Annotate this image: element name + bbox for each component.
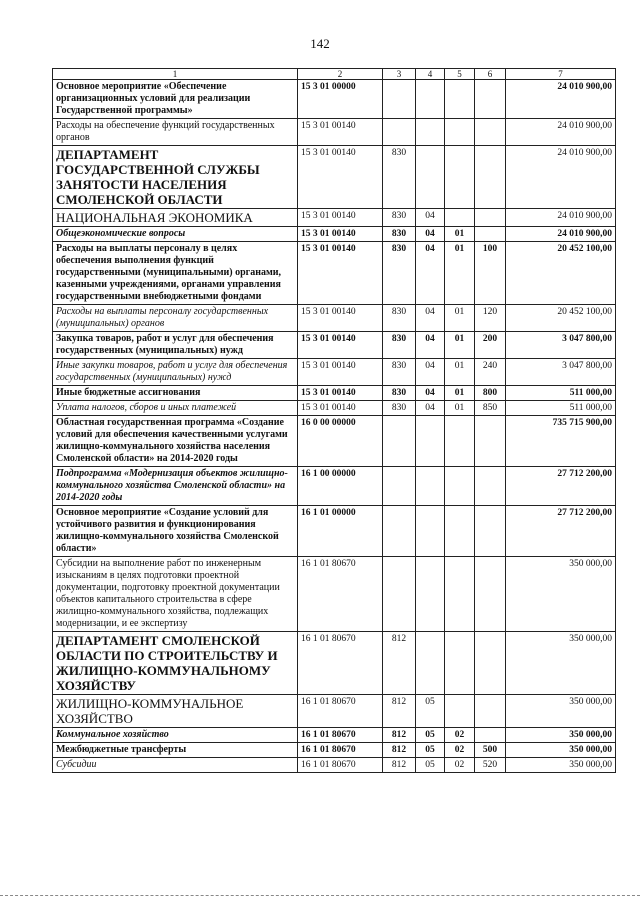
row-col5-cell [445, 467, 475, 506]
table-row [53, 146, 616, 209]
row-col4-cell: 04 [416, 359, 445, 386]
row-name-cell: Расходы на обеспечение функций государственных органов [53, 119, 298, 146]
row-code-cell: 15 3 01 00140 [298, 119, 383, 146]
row-name-cell: Подпрограмма «Модернизация объектов жилищно-коммунального хозяйства Смоленской области» на 2014-2020 годы [53, 467, 298, 506]
row-col6-cell: 520 [475, 758, 506, 773]
row-col5-cell: 01 [445, 242, 475, 305]
row-amount-cell: 27 712 200,00 [506, 506, 616, 557]
table-row [53, 119, 616, 146]
row-col6-cell [475, 557, 506, 632]
table-header-row [53, 69, 616, 80]
row-name-cell: Основное мероприятие «Создание условий для устойчивого развития и функционирования жилищно-коммунального хозяйства Смоленской области» [53, 506, 298, 557]
row-code-cell: 15 3 01 00140 [298, 209, 383, 227]
row-amount-cell: 24 010 900,00 [506, 119, 616, 146]
row-name-cell: Расходы на выплаты персоналу государственных (муниципальных) органов [53, 305, 298, 332]
table-row [53, 506, 616, 557]
row-col4-cell: 05 [416, 743, 445, 758]
row-code-cell: 15 3 01 00140 [298, 146, 383, 209]
row-col3-cell [383, 467, 416, 506]
row-code-cell: 15 3 01 00140 [298, 359, 383, 386]
row-col5-cell: 01 [445, 359, 475, 386]
row-col4-cell: 04 [416, 227, 445, 242]
row-col3-cell: 812 [383, 758, 416, 773]
row-col4-cell [416, 416, 445, 467]
row-amount-cell: 350 000,00 [506, 728, 616, 743]
row-code-cell: 16 1 01 80670 [298, 758, 383, 773]
table-row [53, 632, 616, 695]
row-amount-cell: 511 000,00 [506, 386, 616, 401]
row-col5-cell [445, 506, 475, 557]
table-row [53, 416, 616, 467]
row-name-cell: ЖИЛИЩНО-КОММУНАЛЬНОЕ ХОЗЯЙСТВО [53, 695, 298, 728]
row-col3-cell [383, 416, 416, 467]
row-col6-cell [475, 506, 506, 557]
row-col3-cell: 812 [383, 728, 416, 743]
row-col5-cell: 01 [445, 401, 475, 416]
row-amount-cell: 735 715 900,00 [506, 416, 616, 467]
row-name-cell: ДЕПАРТАМЕНТ СМОЛЕНСКОЙ ОБЛАСТИ ПО СТРОИТЕЛЬСТВУ И ЖИЛИЩНО-КОММУНАЛЬНОМУ ХОЗЯЙСТВУ [53, 632, 298, 695]
row-code-cell: 16 1 01 80670 [298, 557, 383, 632]
row-col6-cell [475, 728, 506, 743]
row-col3-cell: 812 [383, 632, 416, 695]
row-code-cell: 15 3 01 00140 [298, 401, 383, 416]
row-code-cell: 16 1 01 80670 [298, 728, 383, 743]
table-row [53, 386, 616, 401]
row-col5-cell: 01 [445, 305, 475, 332]
budget-table [52, 68, 616, 773]
row-col6-cell [475, 80, 506, 119]
header-col-6: 6 [475, 69, 506, 80]
row-name-cell: Коммунальное хозяйство [53, 728, 298, 743]
row-col5-cell: 02 [445, 758, 475, 773]
row-amount-cell: 350 000,00 [506, 695, 616, 728]
row-col6-cell: 500 [475, 743, 506, 758]
row-col6-cell: 800 [475, 386, 506, 401]
row-name-cell: Закупка товаров, работ и услуг для обеспечения государственных (муниципальных) нужд [53, 332, 298, 359]
table-row [53, 467, 616, 506]
page-number: 142 [310, 36, 330, 51]
row-col3-cell: 812 [383, 695, 416, 728]
row-col4-cell: 05 [416, 758, 445, 773]
row-amount-cell: 350 000,00 [506, 758, 616, 773]
row-col6-cell [475, 119, 506, 146]
row-col6-cell [475, 146, 506, 209]
table-row [53, 728, 616, 743]
row-col3-cell: 830 [383, 401, 416, 416]
row-name-cell: Основное мероприятие «Обеспечение организационных условий для реализации Государственной программы» [53, 80, 298, 119]
row-code-cell: 16 1 01 80670 [298, 695, 383, 728]
row-col4-cell [416, 80, 445, 119]
row-col3-cell [383, 80, 416, 119]
table-row [53, 227, 616, 242]
row-code-cell: 16 1 00 00000 [298, 467, 383, 506]
row-name-cell: НАЦИОНАЛЬНАЯ ЭКОНОМИКА [53, 209, 298, 227]
row-col4-cell [416, 467, 445, 506]
row-code-cell: 15 3 01 00140 [298, 386, 383, 401]
row-col6-cell [475, 695, 506, 728]
row-col4-cell: 05 [416, 695, 445, 728]
row-name-cell: Уплата налогов, сборов и иных платежей [53, 401, 298, 416]
row-col3-cell: 830 [383, 305, 416, 332]
row-name-cell: Иные бюджетные ассигнования [53, 386, 298, 401]
row-name-cell: Межбюджетные трансферты [53, 743, 298, 758]
row-col6-cell: 850 [475, 401, 506, 416]
table-row [53, 758, 616, 773]
row-code-cell: 15 3 01 00140 [298, 305, 383, 332]
row-amount-cell: 350 000,00 [506, 743, 616, 758]
row-col6-cell [475, 227, 506, 242]
header-col-5: 5 [445, 69, 475, 80]
page-bottom-divider [0, 895, 640, 896]
row-col4-cell: 05 [416, 728, 445, 743]
row-col3-cell [383, 119, 416, 146]
row-col4-cell [416, 506, 445, 557]
row-col5-cell: 01 [445, 227, 475, 242]
header-col-3: 3 [383, 69, 416, 80]
header-col-2: 2 [298, 69, 383, 80]
row-name-cell: Областная государственная программа «Создание условий для обеспечения качественными услугами жилищно-коммунального хозяйства населения Смоленской области» на 2014-2020 годы [53, 416, 298, 467]
row-col4-cell [416, 632, 445, 695]
row-col3-cell: 830 [383, 227, 416, 242]
row-col3-cell [383, 557, 416, 632]
table-row [53, 242, 616, 305]
row-col6-cell: 120 [475, 305, 506, 332]
row-amount-cell: 20 452 100,00 [506, 305, 616, 332]
row-col4-cell: 04 [416, 209, 445, 227]
row-col4-cell [416, 119, 445, 146]
row-col6-cell [475, 467, 506, 506]
row-amount-cell: 24 010 900,00 [506, 209, 616, 227]
row-code-cell: 16 0 00 00000 [298, 416, 383, 467]
row-col3-cell: 830 [383, 146, 416, 209]
row-col3-cell: 830 [383, 359, 416, 386]
row-col5-cell: 02 [445, 743, 475, 758]
table-row [53, 305, 616, 332]
row-amount-cell: 24 010 900,00 [506, 146, 616, 209]
row-amount-cell: 350 000,00 [506, 632, 616, 695]
row-code-cell: 15 3 01 00140 [298, 332, 383, 359]
row-name-cell: Общеэкономические вопросы [53, 227, 298, 242]
row-col5-cell [445, 632, 475, 695]
row-col3-cell: 830 [383, 242, 416, 305]
row-name-cell: Субсидии на выполнение работ по инженерным изысканиям в целях подготовки проектной документации, подготовку проектной документации объектов капитального строительства в сфере жилищно-коммунального хозяйства, подлежащих модернизации, и ее экспертизу [53, 557, 298, 632]
row-amount-cell: 511 000,00 [506, 401, 616, 416]
row-amount-cell: 3 047 800,00 [506, 332, 616, 359]
row-col6-cell [475, 416, 506, 467]
row-amount-cell: 24 010 900,00 [506, 80, 616, 119]
row-code-cell: 15 3 01 00140 [298, 242, 383, 305]
row-col6-cell: 240 [475, 359, 506, 386]
row-col6-cell: 100 [475, 242, 506, 305]
row-code-cell: 15 3 01 00000 [298, 80, 383, 119]
row-col3-cell: 830 [383, 332, 416, 359]
row-col5-cell: 02 [445, 728, 475, 743]
header-col-7: 7 [506, 69, 616, 80]
row-col3-cell: 812 [383, 743, 416, 758]
table-row [53, 743, 616, 758]
row-col4-cell: 04 [416, 386, 445, 401]
row-col6-cell [475, 632, 506, 695]
row-code-cell: 16 1 01 80670 [298, 743, 383, 758]
row-amount-cell: 27 712 200,00 [506, 467, 616, 506]
row-col5-cell [445, 146, 475, 209]
row-col5-cell [445, 695, 475, 728]
row-col5-cell [445, 80, 475, 119]
row-code-cell: 15 3 01 00140 [298, 227, 383, 242]
row-col5-cell [445, 416, 475, 467]
row-amount-cell: 20 452 100,00 [506, 242, 616, 305]
row-col5-cell: 01 [445, 332, 475, 359]
row-col5-cell [445, 119, 475, 146]
row-col4-cell [416, 557, 445, 632]
row-col6-cell [475, 209, 506, 227]
row-col3-cell: 830 [383, 209, 416, 227]
row-name-cell: ДЕПАРТАМЕНТ ГОСУДАРСТВЕННОЙ СЛУЖБЫ ЗАНЯТОСТИ НАСЕЛЕНИЯ СМОЛЕНСКОЙ ОБЛАСТИ [53, 146, 298, 209]
row-col4-cell: 04 [416, 401, 445, 416]
row-amount-cell: 24 010 900,00 [506, 227, 616, 242]
table-row [53, 557, 616, 632]
header-col-4: 4 [416, 69, 445, 80]
row-col4-cell: 04 [416, 332, 445, 359]
row-col6-cell: 200 [475, 332, 506, 359]
row-name-cell: Иные закупки товаров, работ и услуг для обеспечения государственных (муниципальных) нужд [53, 359, 298, 386]
row-col4-cell: 04 [416, 242, 445, 305]
row-col5-cell [445, 557, 475, 632]
header-col-1: 1 [53, 69, 298, 80]
row-col3-cell [383, 506, 416, 557]
row-name-cell: Субсидии [53, 758, 298, 773]
table-row [53, 332, 616, 359]
row-amount-cell: 350 000,00 [506, 557, 616, 632]
table-row [53, 401, 616, 416]
table-row [53, 209, 616, 227]
row-col5-cell [445, 209, 475, 227]
table-row [53, 359, 616, 386]
row-code-cell: 16 1 01 00000 [298, 506, 383, 557]
row-col3-cell: 830 [383, 386, 416, 401]
row-name-cell: Расходы на выплаты персоналу в целях обеспечения выполнения функций государственными (муниципальными) органами, казенными учреждениями, органами управления государственными внебюджетными фондами [53, 242, 298, 305]
table-row [53, 695, 616, 728]
row-code-cell: 16 1 01 80670 [298, 632, 383, 695]
row-col4-cell: 04 [416, 305, 445, 332]
row-col5-cell: 01 [445, 386, 475, 401]
row-amount-cell: 3 047 800,00 [506, 359, 616, 386]
row-col4-cell [416, 146, 445, 209]
table-row [53, 80, 616, 119]
